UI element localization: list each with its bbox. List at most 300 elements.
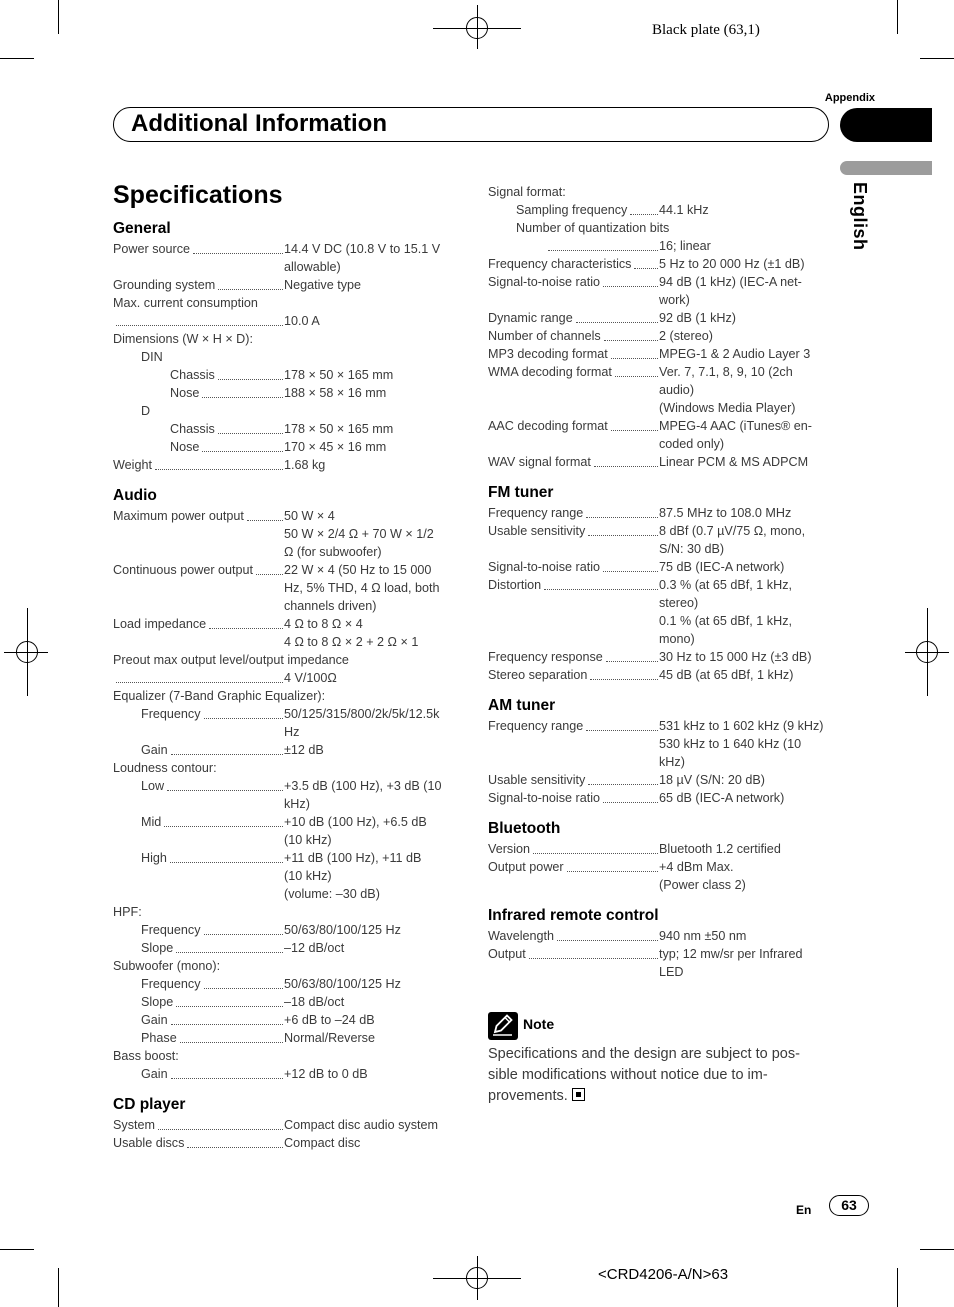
spec-label: Chassis	[170, 422, 215, 436]
spec-label-cell	[113, 456, 284, 474]
section-header-title: Additional Information	[131, 110, 387, 137]
spec-row	[113, 420, 463, 438]
spec-label: Wavelength	[488, 929, 555, 943]
spec-label-cell	[113, 1029, 284, 1047]
spec-label: Gain	[141, 1013, 168, 1027]
spec-row	[488, 327, 833, 345]
spec-row	[113, 1065, 463, 1083]
spec-row	[113, 1134, 463, 1152]
note-label: Note	[523, 1016, 555, 1032]
dot-leader	[588, 771, 658, 785]
spec-group-label: Number of quantization bits	[516, 221, 670, 235]
spec-value-continued: 50 W × 2/4 Ω + 70 W × 1/2	[284, 527, 434, 541]
spec-label-cell	[113, 705, 284, 723]
spec-value: 8 dBf (0.7 µV/75 Ω, mono,	[659, 524, 806, 538]
spec-label-cell	[488, 558, 659, 576]
spec-row	[113, 240, 463, 258]
spec-label-cell	[488, 927, 659, 945]
appendix-label: Appendix	[824, 92, 875, 104]
note-icon	[488, 1012, 518, 1040]
language-tab-marker	[840, 161, 932, 175]
dot-leader	[247, 507, 283, 521]
spec-label: Gain	[141, 1067, 168, 1081]
spec-label-cell	[113, 384, 284, 402]
dot-leader	[187, 1134, 283, 1148]
spec-row	[113, 438, 463, 456]
spec-value: 45 dB (at 65 dBf, 1 kHz)	[659, 668, 794, 682]
spec-section-heading: Infrared remote control	[488, 907, 659, 924]
registration-circle	[466, 17, 488, 39]
dot-leader	[204, 975, 283, 989]
spec-label: Frequency	[141, 977, 201, 991]
dot-leader	[586, 717, 658, 731]
spec-label-cell	[113, 975, 284, 993]
spec-label: Usable discs	[113, 1136, 185, 1150]
spec-label-cell	[113, 849, 284, 867]
spec-label: Frequency characteristics	[488, 257, 632, 271]
note-text	[488, 1044, 833, 1107]
spec-label-cell	[488, 273, 659, 291]
spec-row	[488, 522, 833, 540]
spec-value-continued: Hz, 5% THD, 4 Ω load, both	[284, 581, 440, 595]
spec-group-label: Equalizer (7-Band Graphic Equalizer):	[113, 689, 326, 703]
spec-label-cell	[113, 1134, 284, 1152]
spec-value: 16; linear	[659, 239, 711, 253]
dot-leader	[603, 273, 658, 287]
crop-mark	[897, 0, 898, 34]
spec-label-cell	[113, 1116, 284, 1134]
spec-label-cell	[113, 507, 284, 525]
spec-row	[488, 453, 833, 471]
spec-group-label: Bass boost:	[113, 1049, 179, 1063]
spec-row	[488, 789, 833, 807]
spec-label: Frequency response	[488, 650, 603, 664]
spec-value: 50/63/80/100/125 Hz	[284, 977, 401, 991]
spec-row	[488, 417, 833, 435]
spec-value: 4 Ω to 8 Ω × 4	[284, 617, 363, 631]
spec-label-cell	[488, 576, 659, 594]
spec-row	[488, 201, 833, 219]
dot-leader	[204, 921, 283, 935]
spec-group-label: Loudness contour:	[113, 761, 217, 775]
dot-leader	[576, 309, 658, 323]
spec-row	[113, 312, 463, 330]
dot-leader	[603, 789, 658, 803]
dot-leader	[218, 276, 283, 290]
spec-label: Chassis	[170, 368, 215, 382]
spec-section-heading: Audio	[113, 487, 157, 504]
spec-value-continued: (10 kHz)	[284, 833, 332, 847]
spec-value: typ; 12 mw/sr per Infrared	[659, 947, 803, 961]
dot-leader	[209, 615, 283, 629]
crop-mark	[0, 58, 34, 59]
spec-value-continued: allowable)	[284, 260, 341, 274]
spec-label: Frequency range	[488, 719, 584, 733]
dot-leader	[634, 255, 658, 269]
spec-row	[113, 1011, 463, 1029]
spec-row	[113, 813, 463, 831]
spec-row	[113, 456, 463, 474]
spec-label-cell	[488, 840, 659, 858]
spec-value: 188 × 58 × 16 mm	[284, 386, 387, 400]
spec-label: Load impedance	[113, 617, 207, 631]
spec-row	[113, 1029, 463, 1047]
dot-leader	[588, 522, 658, 536]
dot-leader	[164, 813, 283, 827]
spec-value: 50 W × 4	[284, 509, 335, 523]
spec-row	[488, 273, 833, 291]
spec-label: AAC decoding format	[488, 419, 608, 433]
end-of-section-icon	[572, 1088, 585, 1101]
spec-label-cell	[488, 309, 659, 327]
spec-label: Continuous power output	[113, 563, 254, 577]
crop-mark	[58, 1268, 59, 1307]
dot-leader	[603, 558, 658, 572]
dot-leader	[116, 669, 283, 683]
spec-value: Normal/Reverse	[284, 1031, 375, 1045]
spec-label: Stereo separation	[488, 668, 588, 682]
dot-leader	[567, 858, 658, 872]
language-side-tab: English	[850, 182, 870, 251]
spec-label-cell	[488, 648, 659, 666]
spec-label-cell	[113, 993, 284, 1011]
spec-row	[113, 669, 463, 687]
spec-label: Power source	[113, 242, 190, 256]
spec-row	[488, 504, 833, 522]
dot-leader	[193, 240, 283, 254]
spec-row	[113, 366, 463, 384]
spec-label: Nose	[170, 386, 200, 400]
dot-leader	[180, 1029, 283, 1043]
spec-label-cell	[488, 789, 659, 807]
spec-row	[113, 975, 463, 993]
spec-row	[113, 1116, 463, 1134]
spec-label-cell	[488, 666, 659, 684]
spec-value: 178 × 50 × 165 mm	[284, 422, 394, 436]
spec-value: +11 dB (100 Hz), +11 dB	[284, 851, 422, 865]
spec-label: WAV signal format	[488, 455, 591, 469]
dot-leader	[202, 438, 283, 452]
spec-section-heading: General	[113, 220, 171, 237]
spec-label-cell	[113, 240, 284, 258]
dot-leader	[218, 420, 283, 434]
spec-value-continued: stereo)	[659, 596, 699, 610]
spec-value: +10 dB (100 Hz), +6.5 dB	[284, 815, 427, 829]
spec-value-continued: Ω (for subwoofer)	[284, 545, 382, 559]
spec-row	[488, 771, 833, 789]
spec-value: Bluetooth 1.2 certified	[659, 842, 781, 856]
spec-value-continued: mono)	[659, 632, 695, 646]
spec-label-cell	[113, 939, 284, 957]
spec-value-continued: Hz	[284, 725, 300, 739]
dot-leader	[155, 456, 283, 470]
spec-label-cell	[488, 522, 659, 540]
spec-label: Frequency	[141, 923, 201, 937]
dot-leader	[590, 666, 658, 680]
note-body: Specifications and the design are subject to pos- sible modifications without notice due to im- provements.	[488, 1046, 800, 1104]
registration-circle	[466, 1267, 488, 1289]
spec-row	[488, 237, 833, 255]
spec-value-continued: (Power class 2)	[659, 878, 746, 892]
spec-value: +4 dBm Max.	[659, 860, 734, 874]
spec-label-cell	[488, 858, 659, 876]
spec-label: Signal-to-noise ratio	[488, 560, 601, 574]
spec-group-label: D	[141, 404, 151, 418]
spec-group-label: HPF:	[113, 905, 142, 919]
dot-leader	[202, 384, 283, 398]
spec-value: 170 × 45 × 16 mm	[284, 440, 387, 454]
spec-label: Sampling frequency	[516, 203, 628, 217]
spec-value: Compact disc audio system	[284, 1118, 438, 1132]
spec-label: Version	[488, 842, 531, 856]
spec-value-continued: 0.1 % (at 65 dBf, 1 kHz,	[659, 614, 792, 628]
dot-leader	[611, 345, 658, 359]
dot-leader	[594, 453, 658, 467]
spec-value: 2 (stereo)	[659, 329, 713, 343]
spec-value: 75 dB (IEC-A network)	[659, 560, 785, 574]
spec-value: –18 dB/oct	[284, 995, 345, 1009]
spec-label: Frequency range	[488, 506, 584, 520]
spec-label: Distortion	[488, 578, 542, 592]
spec-group-label: Subwoofer (mono):	[113, 959, 221, 973]
spec-label-cell	[113, 921, 284, 939]
spec-label: Output power	[488, 860, 564, 874]
spec-label: Usable sensitivity	[488, 773, 586, 787]
spec-row	[488, 345, 833, 363]
crop-mark	[58, 0, 59, 34]
spec-value-continued: coded only)	[659, 437, 725, 451]
spec-label-cell	[488, 255, 659, 273]
spec-group-label: Dimensions (W × H × D):	[113, 332, 253, 346]
spec-value: 1.68 kg	[284, 458, 326, 472]
spec-value: 50/125/315/800/2k/5k/12.5k	[284, 707, 440, 721]
spec-label-cell	[113, 561, 284, 579]
spec-label-cell	[488, 417, 659, 435]
spec-label: Mid	[141, 815, 162, 829]
spec-group-label: Signal format:	[488, 185, 566, 199]
spec-value-continued: 530 kHz to 1 640 kHz (10	[659, 737, 802, 751]
spec-value-continued: kHz)	[284, 797, 310, 811]
spec-row	[113, 705, 463, 723]
spec-value: 94 dB (1 kHz) (IEC-A net-	[659, 275, 802, 289]
spec-row	[488, 558, 833, 576]
spec-row	[488, 255, 833, 273]
spec-value-continued: LED	[659, 965, 684, 979]
page-number: 63	[829, 1195, 869, 1216]
dot-leader	[171, 1065, 283, 1079]
spec-value: Ver. 7, 7.1, 8, 9, 10 (2ch	[659, 365, 793, 379]
spec-value-continued: channels driven)	[284, 599, 377, 613]
spec-value: 4 V/100Ω	[284, 671, 337, 685]
spec-row	[113, 507, 463, 525]
registration-circle	[16, 641, 38, 663]
spec-label-cell	[113, 438, 284, 456]
spec-label: Signal-to-noise ratio	[488, 275, 601, 289]
spec-section-heading: AM tuner	[488, 697, 556, 714]
specs-left-column	[113, 219, 463, 1152]
spec-label-cell	[488, 345, 659, 363]
spec-value: MPEG-4 AAC (iTunes® en-	[659, 419, 812, 433]
spec-label: Phase	[141, 1031, 177, 1045]
spec-section-heading: CD player	[113, 1096, 186, 1113]
dot-leader	[533, 840, 658, 854]
spec-row	[113, 615, 463, 633]
dot-leader	[586, 504, 658, 518]
spec-value-continued: S/N: 30 dB)	[659, 542, 725, 556]
spec-section-heading: Bluetooth	[488, 820, 561, 837]
dot-leader	[544, 576, 658, 590]
spec-row	[113, 921, 463, 939]
spec-label: Slope	[141, 941, 174, 955]
document-code: <CRD4206-A/N>63	[598, 1266, 729, 1283]
spec-value-continued: kHz)	[659, 755, 685, 769]
spec-group-label: Preout max output level/output impedance	[113, 653, 349, 667]
spec-label: WMA decoding format	[488, 365, 612, 379]
spec-label-cell	[113, 312, 284, 330]
spec-row	[488, 309, 833, 327]
spec-label-cell	[488, 201, 659, 219]
spec-value: 87.5 MHz to 108.0 MHz	[659, 506, 792, 520]
spec-value: +12 dB to 0 dB	[284, 1067, 368, 1081]
dot-leader	[176, 993, 283, 1007]
spec-label-cell	[488, 771, 659, 789]
spec-label-cell	[113, 1011, 284, 1029]
dot-leader	[204, 705, 283, 719]
spec-label: Grounding system	[113, 278, 216, 292]
spec-value: ±12 dB	[284, 743, 324, 757]
spec-value: Compact disc	[284, 1136, 361, 1150]
spec-label: Number of channels	[488, 329, 601, 343]
spec-row	[113, 849, 463, 867]
spec-value-continued: audio)	[659, 383, 695, 397]
spec-label: Slope	[141, 995, 174, 1009]
spec-value: 30 Hz to 15 000 Hz (±3 dB)	[659, 650, 812, 664]
spec-label-cell	[488, 363, 659, 381]
spec-value: 44.1 kHz	[659, 203, 709, 217]
dot-leader	[606, 648, 658, 662]
spec-row	[488, 648, 833, 666]
crop-mark	[897, 1268, 898, 1307]
spec-value: 5 Hz to 20 000 Hz (±1 dB)	[659, 257, 805, 271]
spec-label-cell	[488, 504, 659, 522]
dot-leader	[167, 777, 283, 791]
spec-value-continued: 4 Ω to 8 Ω × 2 + 2 Ω × 1	[284, 635, 419, 649]
spec-label-cell	[488, 453, 659, 471]
dot-leader	[529, 945, 658, 959]
dot-leader	[176, 939, 283, 953]
spec-row	[488, 840, 833, 858]
spec-value: +6 dB to –24 dB	[284, 1013, 375, 1027]
spec-label-cell	[113, 276, 284, 294]
specs-right-column	[488, 183, 833, 981]
spec-value: Linear PCM & MS ADPCM	[659, 455, 809, 469]
spec-row	[113, 741, 463, 759]
dot-leader	[548, 237, 658, 251]
spec-value: MPEG-1 & 2 Audio Layer 3	[659, 347, 811, 361]
spec-value-continued: work)	[659, 293, 690, 307]
spec-group-label: Max. current consumption	[113, 296, 258, 310]
spec-value: 22 W × 4 (50 Hz to 15 000	[284, 563, 432, 577]
spec-row	[488, 858, 833, 876]
crop-mark	[0, 1249, 34, 1250]
spec-label-cell	[488, 237, 659, 255]
spec-row	[113, 276, 463, 294]
dot-leader	[158, 1116, 283, 1130]
spec-label-cell	[488, 327, 659, 345]
spec-label: Weight	[113, 458, 152, 472]
dot-leader	[116, 312, 283, 326]
dot-leader	[630, 201, 658, 215]
spec-label-cell	[488, 717, 659, 735]
dot-leader	[171, 1011, 283, 1025]
spec-label: Output	[488, 947, 526, 961]
spec-row	[488, 945, 833, 963]
spec-value-continued: (10 kHz)	[284, 869, 332, 883]
spec-value: 10.0 A	[284, 314, 320, 328]
dot-leader	[218, 366, 283, 380]
dot-leader	[615, 363, 658, 377]
spec-row	[488, 576, 833, 594]
spec-value: +3.5 dB (100 Hz), +3 dB (10	[284, 779, 442, 793]
dot-leader	[557, 927, 658, 941]
spec-row	[113, 561, 463, 579]
spec-row	[113, 939, 463, 957]
spec-label: System	[113, 1118, 155, 1132]
spec-label: Low	[141, 779, 165, 793]
plate-label: Black plate (63,1)	[652, 22, 760, 38]
spec-value: 531 kHz to 1 602 kHz (9 kHz)	[659, 719, 824, 733]
page-title: Specifications	[113, 181, 283, 209]
spec-value: 65 dB (IEC-A network)	[659, 791, 785, 805]
spec-label-cell	[113, 366, 284, 384]
spec-value: 50/63/80/100/125 Hz	[284, 923, 401, 937]
spec-row	[113, 384, 463, 402]
spec-value-continued: (Windows Media Player)	[659, 401, 796, 415]
spec-label-cell	[113, 813, 284, 831]
language-code: En	[796, 1203, 812, 1217]
spec-row	[488, 666, 833, 684]
spec-label: MP3 decoding format	[488, 347, 608, 361]
spec-value: Negative type	[284, 278, 362, 292]
spec-row	[488, 363, 833, 381]
spec-label-cell	[113, 741, 284, 759]
spec-label: Gain	[141, 743, 168, 757]
spec-value: 940 nm ±50 nm	[659, 929, 747, 943]
spec-label: Dynamic range	[488, 311, 573, 325]
spec-label-cell	[113, 615, 284, 633]
spec-value-continued: (volume: –30 dB)	[284, 887, 380, 901]
spec-label: Nose	[170, 440, 200, 454]
spec-label-cell	[488, 945, 659, 963]
spec-label: Usable sensitivity	[488, 524, 586, 538]
spec-row	[113, 993, 463, 1011]
dot-leader	[611, 417, 658, 431]
crop-mark	[920, 1249, 954, 1250]
spec-value: 92 dB (1 kHz)	[659, 311, 736, 325]
dot-leader	[171, 741, 283, 755]
spec-label-cell	[113, 777, 284, 795]
spec-value: –12 dB/oct	[284, 941, 345, 955]
spec-label: Maximum power output	[113, 509, 244, 523]
spec-label-cell	[113, 669, 284, 687]
spec-label-cell	[113, 1065, 284, 1083]
chapter-tab	[840, 108, 932, 142]
spec-value: 18 µV (S/N: 20 dB)	[659, 773, 765, 787]
spec-value: 178 × 50 × 165 mm	[284, 368, 394, 382]
dot-leader	[256, 561, 283, 575]
dot-leader	[170, 849, 283, 863]
spec-row	[113, 777, 463, 795]
